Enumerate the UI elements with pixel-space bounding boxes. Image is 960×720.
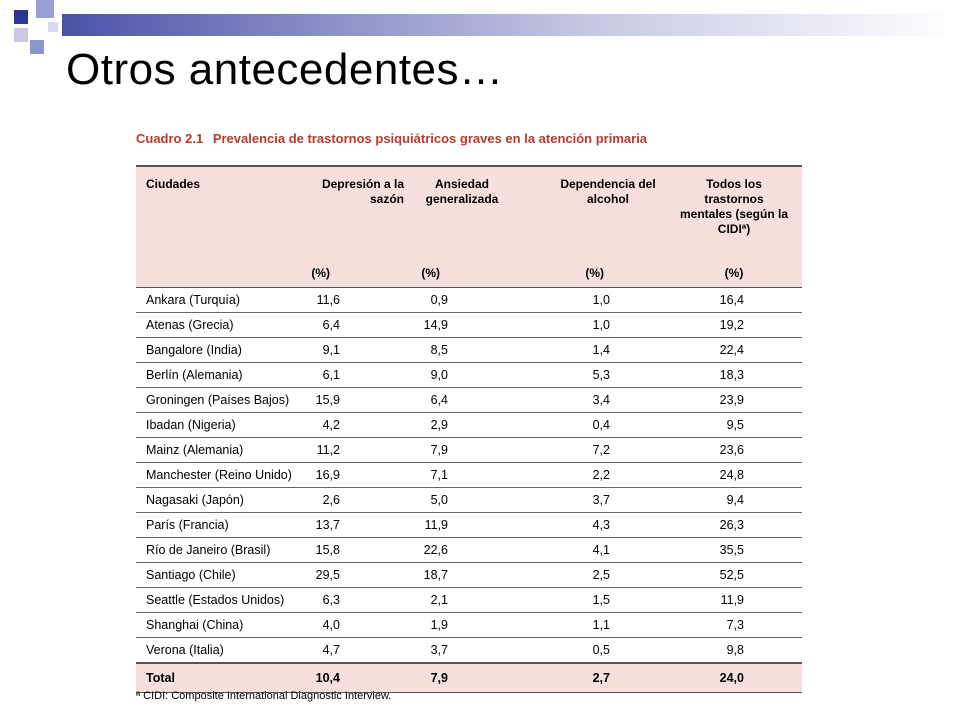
decor-square-blue-light (36, 0, 54, 18)
cell-all-disorders: 19,2 (666, 313, 802, 338)
table-row (136, 563, 802, 588)
cell-anxiety: 14,9 (408, 313, 548, 338)
table-total-row (136, 663, 802, 693)
total-all-disorders: 24,0 (666, 663, 802, 693)
total-depression: 10,4 (308, 663, 408, 693)
table-row (136, 588, 802, 613)
cell-all-disorders: 11,9 (666, 588, 802, 613)
cell-anxiety: 7,9 (408, 438, 548, 463)
table-caption-number: Cuadro 2.1 (136, 131, 204, 146)
cell-depression: 2,6 (308, 488, 408, 513)
cell-all-disorders: 16,4 (666, 288, 802, 313)
prevalence-table-container (136, 165, 802, 693)
decor-square-blue-mid (30, 40, 44, 54)
cell-anxiety: 5,0 (408, 488, 548, 513)
cell-city: París (Francia) (136, 513, 308, 538)
cell-city: Seattle (Estados Unidos) (136, 588, 308, 613)
cell-alcohol: 2,5 (548, 563, 666, 588)
cell-all-disorders: 23,6 (666, 438, 802, 463)
cell-alcohol: 3,4 (548, 388, 666, 413)
slide-title: Otros antecedentes… (66, 45, 504, 94)
total-label: Total (136, 663, 308, 693)
cell-city: Santiago (Chile) (136, 563, 308, 588)
cell-city: Nagasaki (Japón) (136, 488, 308, 513)
header-cities: Ciudades (136, 166, 308, 288)
cell-all-disorders: 9,8 (666, 638, 802, 664)
cell-all-disorders: 18,3 (666, 363, 802, 388)
cell-depression: 9,1 (308, 338, 408, 363)
header-depression: Depresión a la sazón (%) (308, 166, 408, 288)
cell-anxiety: 22,6 (408, 538, 548, 563)
header-all-disorders: Todos los trastornos mentales (según la CIDIª) (%) (666, 166, 802, 288)
cell-depression: 4,7 (308, 638, 408, 664)
decor-square-blue-dark (14, 10, 28, 24)
cell-depression: 11,6 (308, 288, 408, 313)
cell-city: Atenas (Grecia) (136, 313, 308, 338)
cell-alcohol: 1,0 (548, 288, 666, 313)
cell-alcohol: 3,7 (548, 488, 666, 513)
cell-all-disorders: 22,4 (666, 338, 802, 363)
cell-city: Berlín (Alemania) (136, 363, 308, 388)
cell-anxiety: 6,4 (408, 388, 548, 413)
table-row (136, 513, 802, 538)
cell-all-disorders: 26,3 (666, 513, 802, 538)
cell-anxiety: 18,7 (408, 563, 548, 588)
cell-anxiety: 3,7 (408, 638, 548, 664)
table-row (136, 363, 802, 388)
cell-alcohol: 0,4 (548, 413, 666, 438)
table-row (136, 613, 802, 638)
table-row (136, 538, 802, 563)
cell-anxiety: 1,9 (408, 613, 548, 638)
cell-city: Bangalore (India) (136, 338, 308, 363)
cell-depression: 13,7 (308, 513, 408, 538)
cell-alcohol: 4,1 (548, 538, 666, 563)
cell-alcohol: 1,4 (548, 338, 666, 363)
table-row (136, 288, 802, 313)
total-alcohol: 2,7 (548, 663, 666, 693)
table-footnote: ª CIDI: Composite International Diagnostic Interview. (136, 690, 392, 702)
decor-square-gray (14, 28, 28, 42)
table-row (136, 413, 802, 438)
cell-all-disorders: 7,3 (666, 613, 802, 638)
total-anxiety: 7,9 (408, 663, 548, 693)
cell-alcohol: 1,0 (548, 313, 666, 338)
table-row (136, 388, 802, 413)
table-caption-text: Prevalencia de trastornos psiquiátricos graves en la atención primaria (212, 131, 648, 146)
cell-anxiety: 8,5 (408, 338, 548, 363)
cell-alcohol: 2,2 (548, 463, 666, 488)
cell-anxiety: 11,9 (408, 513, 548, 538)
cell-anxiety: 0,9 (408, 288, 548, 313)
cell-depression: 15,9 (308, 388, 408, 413)
cell-alcohol: 4,3 (548, 513, 666, 538)
cell-depression: 6,1 (308, 363, 408, 388)
cell-city: Río de Janeiro (Brasil) (136, 538, 308, 563)
prevalence-table (136, 165, 802, 693)
cell-depression: 16,9 (308, 463, 408, 488)
cell-depression: 11,2 (308, 438, 408, 463)
table-row (136, 438, 802, 463)
cell-alcohol: 7,2 (548, 438, 666, 463)
cell-depression: 6,4 (308, 313, 408, 338)
decor-square-pale (48, 22, 58, 32)
cell-city: Mainz (Alemania) (136, 438, 308, 463)
table-caption (136, 131, 816, 146)
cell-city: Shanghai (China) (136, 613, 308, 638)
cell-alcohol: 1,1 (548, 613, 666, 638)
cell-alcohol: 5,3 (548, 363, 666, 388)
cell-all-disorders: 9,5 (666, 413, 802, 438)
cell-all-disorders: 24,8 (666, 463, 802, 488)
cell-depression: 4,2 (308, 413, 408, 438)
cell-city: Groningen (Países Bajos) (136, 388, 308, 413)
cell-anxiety: 2,9 (408, 413, 548, 438)
cell-all-disorders: 35,5 (666, 538, 802, 563)
table-row (136, 488, 802, 513)
cell-anxiety: 7,1 (408, 463, 548, 488)
cell-city: Ibadan (Nigeria) (136, 413, 308, 438)
cell-all-disorders: 23,9 (666, 388, 802, 413)
cell-depression: 29,5 (308, 563, 408, 588)
table-row (136, 313, 802, 338)
cell-city: Verona (Italia) (136, 638, 308, 664)
cell-all-disorders: 9,4 (666, 488, 802, 513)
header-alcohol: Dependencia del alcohol (%) (548, 166, 666, 288)
table-row (136, 638, 802, 664)
cell-anxiety: 2,1 (408, 588, 548, 613)
cell-depression: 6,3 (308, 588, 408, 613)
cell-alcohol: 1,5 (548, 588, 666, 613)
cell-city: Manchester (Reino Unido) (136, 463, 308, 488)
table-header-row (136, 166, 802, 288)
cell-all-disorders: 52,5 (666, 563, 802, 588)
cell-anxiety: 9,0 (408, 363, 548, 388)
title-gradient-bar (62, 14, 960, 36)
cell-depression: 15,8 (308, 538, 408, 563)
cell-depression: 4,0 (308, 613, 408, 638)
cell-alcohol: 0,5 (548, 638, 666, 664)
table-row (136, 463, 802, 488)
table-row (136, 338, 802, 363)
cell-city: Ankara (Turquía) (136, 288, 308, 313)
header-anxiety: Ansiedad generalizada (%) (408, 166, 548, 288)
